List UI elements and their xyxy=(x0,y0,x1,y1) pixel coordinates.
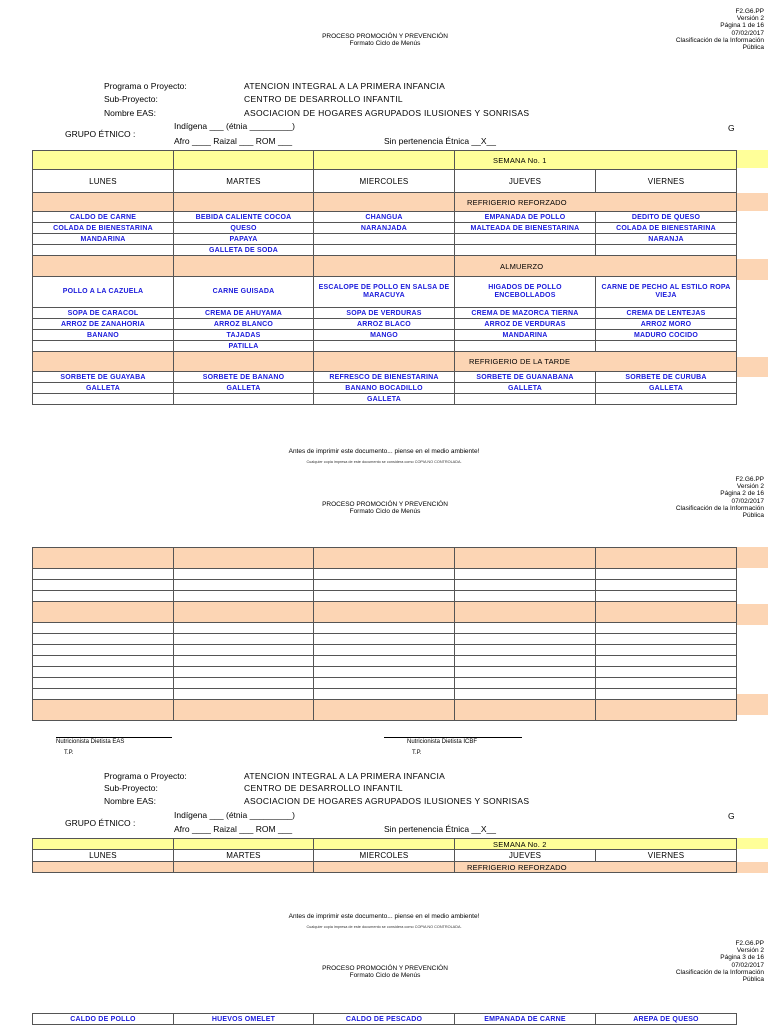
menu-cell: REFRESCO DE BIENESTARINA xyxy=(314,372,455,383)
eas-label: Nombre EAS: xyxy=(104,108,156,118)
day-header: LUNES xyxy=(33,850,174,862)
section-extension xyxy=(736,259,768,280)
blank-menu-table xyxy=(32,547,737,721)
subproject-label: Sub-Proyecto: xyxy=(104,783,158,793)
program-value: ATENCION INTEGRAL A LA PRIMERA INFANCIA xyxy=(244,771,446,781)
doc-classification-value: Pública xyxy=(742,44,764,52)
menu-cell: TAJADAS xyxy=(174,330,314,341)
ethnic-g: G xyxy=(728,123,735,133)
day-header: JUEVES xyxy=(455,850,596,862)
week-title-extension xyxy=(736,150,768,168)
menu-cell xyxy=(455,245,596,256)
ethnic-indigena: Indígena ___ (étnia _________) xyxy=(174,121,295,131)
process-name: PROCESO PROMOCIÓN Y PREVENCIÓN xyxy=(322,965,448,972)
menu-cell: SOPA DE VERDURAS xyxy=(314,308,455,319)
ethnic-afro: Afro ____ Raizal ___ ROM ___ xyxy=(174,136,293,146)
menu-cell: NARANJA xyxy=(596,234,737,245)
menu-cell: AREPA DE QUESO xyxy=(596,1014,737,1025)
doc-classification: Clasificación de la Información xyxy=(675,968,764,976)
section-extension xyxy=(736,862,768,873)
menu-cell: SORBETE DE BANANO xyxy=(174,372,314,383)
eas-value: ASOCIACION DE HOGARES AGRUPADOS ILUSIONES Y SONRISAS xyxy=(244,108,530,118)
doc-header-page3 xyxy=(676,940,764,983)
program-info-page1 xyxy=(104,81,704,121)
ethnic-group-label: GRUPO ÉTNICO : xyxy=(65,129,136,139)
menu-cell: PATILLA xyxy=(174,341,314,352)
menu-cell xyxy=(33,394,174,405)
program-label: Programa o Proyecto: xyxy=(104,771,187,781)
section-extension xyxy=(736,604,768,625)
doc-page-number: Página 1 de 16 xyxy=(720,22,764,30)
doc-classification: Clasificación de la Información xyxy=(675,36,764,44)
doc-date: 07/02/2017 xyxy=(731,29,764,37)
menu-cell xyxy=(33,341,174,352)
signature-label-icbf: Nutricionista Dietista ICBF xyxy=(407,739,478,745)
section-extension xyxy=(736,357,768,377)
environment-notice: Antes de imprimir este documento... piense en el medio ambiente! xyxy=(288,448,480,455)
doc-classification-value: Pública xyxy=(742,976,764,984)
menu-cell: MANGO xyxy=(314,330,455,341)
format-name: Formato Ciclo de Menús xyxy=(349,40,421,48)
signature-tp-icbf: T.P. xyxy=(412,750,422,756)
section-extension xyxy=(736,547,768,568)
ethnic-afro: Afro ____ Raizal ___ ROM ___ xyxy=(174,824,293,834)
menu-cell xyxy=(596,245,737,256)
menu-cell: MADURO COCIDO xyxy=(596,330,737,341)
menu-cell: QUESO xyxy=(174,223,314,234)
menu-cell xyxy=(455,341,596,352)
menu-cell: GALLETA xyxy=(314,394,455,405)
menu-cell: MALTEADA DE BIENESTARINA xyxy=(455,223,596,234)
subproject-label: Sub-Proyecto: xyxy=(104,94,158,104)
week1-title: SEMANA No. 1 xyxy=(455,151,737,170)
ethnic-group-label: GRUPO ÉTNICO : xyxy=(65,818,136,828)
program-value: ATENCION INTEGRAL A LA PRIMERA INFANCIA xyxy=(244,81,446,91)
week1-menu-table xyxy=(32,150,737,405)
menu-cell xyxy=(596,341,737,352)
menu-cell: CARNE DE PECHO AL ESTILO ROPA VIEJA xyxy=(596,277,737,308)
day-header: MIERCOLES xyxy=(314,170,455,193)
eas-value: ASOCIACION DE HOGARES AGRUPADOS ILUSIONES Y SONRISAS xyxy=(244,796,530,806)
menu-cell: EMPANADA DE POLLO xyxy=(455,212,596,223)
menu-cell: GALLETA xyxy=(33,383,174,394)
process-name: PROCESO PROMOCIÓN Y PREVENCIÓN xyxy=(322,33,448,40)
menu-cell: ARROZ DE VERDURAS xyxy=(455,319,596,330)
day-header: JUEVES xyxy=(455,170,596,193)
doc-header-page2 xyxy=(676,476,764,519)
menu-cell: GALLETA DE SODA xyxy=(174,245,314,256)
menu-cell: SORBETE DE CURUBA xyxy=(596,372,737,383)
menu-cell: GALLETA xyxy=(596,383,737,394)
menu-cell: HIGADOS DE POLLO ENCEBOLLADOS xyxy=(455,277,596,308)
menu-cell: ARROZ MORO xyxy=(596,319,737,330)
menu-cell: BANANO BOCADILLO xyxy=(314,383,455,394)
week2-menu-table xyxy=(32,838,737,873)
doc-page-number: Página 2 de 16 xyxy=(720,490,764,498)
menu-cell: SOPA DE CARACOL xyxy=(33,308,174,319)
menu-cell: SORBETE DE GUAYABA xyxy=(33,372,174,383)
menu-cell: CARNE GUISADA xyxy=(174,277,314,308)
menu-cell: BANANO xyxy=(33,330,174,341)
menu-cell: ARROZ DE ZANAHORIA xyxy=(33,319,174,330)
process-name: PROCESO PROMOCIÓN Y PREVENCIÓN xyxy=(322,501,448,508)
process-title-page3 xyxy=(300,965,470,979)
menu-cell: COLADA DE BIENESTARINA xyxy=(33,223,174,234)
menu-cell: ARROZ BLANCO xyxy=(174,319,314,330)
format-name: Formato Ciclo de Menús xyxy=(349,508,421,516)
week2-refrigerio-title: REFRIGERIO REFORZADO xyxy=(455,862,737,873)
menu-cell: ARROZ BLACO xyxy=(314,319,455,330)
menu-cell: GALLETA xyxy=(174,383,314,394)
menu-cell xyxy=(314,245,455,256)
menu-cell: POLLO A LA CAZUELA xyxy=(33,277,174,308)
program-label: Programa o Proyecto: xyxy=(104,81,187,91)
almuerzo-title: ALMUERZO xyxy=(455,256,737,277)
day-header: MIERCOLES xyxy=(314,850,455,862)
menu-cell xyxy=(33,245,174,256)
menu-cell: CREMA DE MAZORCA TIERNA xyxy=(455,308,596,319)
ethnic-sin-pertenencia: Sin pertenencia Étnica __X__ xyxy=(384,824,496,834)
section-extension xyxy=(736,694,768,715)
menu-cell: CREMA DE AHUYAMA xyxy=(174,308,314,319)
menu-cell xyxy=(455,394,596,405)
doc-classification-value: Pública xyxy=(742,512,764,520)
signature-line-icbf xyxy=(384,737,522,738)
doc-classification: Clasificación de la Información xyxy=(675,504,764,512)
day-header: MARTES xyxy=(174,170,314,193)
subproject-value: CENTRO DE DESARROLLO INFANTIL xyxy=(244,94,403,104)
environment-notice: Antes de imprimir este documento... piense en el medio ambiente! xyxy=(288,913,480,920)
menu-cell: ESCALOPE DE POLLO EN SALSA DE MARACUYA xyxy=(314,277,455,308)
ethnic-sin-pertenencia: Sin pertenencia Étnica __X__ xyxy=(384,136,496,146)
doc-version: Versión 2 xyxy=(736,483,764,491)
doc-version: Versión 2 xyxy=(736,15,764,23)
doc-page-number: Página 3 de 16 xyxy=(720,954,764,962)
menu-cell: CALDO DE CARNE xyxy=(33,212,174,223)
ethnic-indigena: Indígena ___ (étnia _________) xyxy=(174,810,295,820)
menu-cell: GALLETA xyxy=(455,383,596,394)
doc-header-page1 xyxy=(676,8,764,51)
menu-cell: PAPAYA xyxy=(174,234,314,245)
eas-label: Nombre EAS: xyxy=(104,796,156,806)
signature-line-eas xyxy=(56,737,172,738)
menu-cell: DEDITO DE QUESO xyxy=(596,212,737,223)
doc-code: F2.G6.PP xyxy=(735,8,764,15)
day-header: VIERNES xyxy=(596,170,737,193)
week2-food-table xyxy=(32,1013,737,1025)
menu-cell: COLADA DE BIENESTARINA xyxy=(596,223,737,234)
menu-cell: EMPANADA DE CARNE xyxy=(455,1014,596,1025)
menu-cell: CHANGUA xyxy=(314,212,455,223)
process-title-page1 xyxy=(300,33,470,47)
menu-cell: BEBIDA CALIENTE COCOA xyxy=(174,212,314,223)
refrigerio-tarde-title: REFRIGERIO DE LA TARDE xyxy=(455,352,737,372)
ethnic-g: G xyxy=(728,811,735,821)
doc-code: F2.G6.PP xyxy=(735,940,764,947)
menu-cell xyxy=(174,394,314,405)
menu-cell: NARANJADA xyxy=(314,223,455,234)
copy-notice: Cualquier copia impresa de este documento se considera como COPIA NO CONTROLADA. xyxy=(306,460,462,464)
menu-cell xyxy=(314,234,455,245)
day-header: LUNES xyxy=(33,170,174,193)
menu-cell: SORBETE DE GUANABANA xyxy=(455,372,596,383)
week2-title: SEMANA No. 2 xyxy=(455,839,737,850)
refrigerio-reforzado-title: REFRIGERIO REFORZADO xyxy=(455,193,737,212)
menu-cell: HUEVOS OMELET xyxy=(174,1014,314,1025)
doc-code: F2.G6.PP xyxy=(735,476,764,483)
menu-cell: CALDO DE POLLO xyxy=(33,1014,174,1025)
menu-cell xyxy=(314,341,455,352)
format-name: Formato Ciclo de Menús xyxy=(349,972,421,980)
menu-cell: MANDARINA xyxy=(33,234,174,245)
copy-notice: Cualquier copia impresa de este documento se considera como COPIA NO CONTROLADA. xyxy=(306,925,462,929)
signature-tp-eas: T.P. xyxy=(64,750,74,756)
doc-version: Versión 2 xyxy=(736,947,764,955)
doc-date: 07/02/2017 xyxy=(731,497,764,505)
day-header: MARTES xyxy=(174,850,314,862)
subproject-value: CENTRO DE DESARROLLO INFANTIL xyxy=(244,783,403,793)
day-header: VIERNES xyxy=(596,850,737,862)
doc-date: 07/02/2017 xyxy=(731,961,764,969)
menu-cell: MANDARINA xyxy=(455,330,596,341)
menu-cell: CALDO DE PESCADO xyxy=(314,1014,455,1025)
program-info-page2 xyxy=(104,771,704,811)
signature-label-eas: Nutricionista Dietista EAS xyxy=(56,739,125,745)
menu-cell: CREMA DE LENTEJAS xyxy=(596,308,737,319)
menu-cell xyxy=(455,234,596,245)
process-title-page2 xyxy=(300,501,470,515)
section-extension xyxy=(736,193,768,211)
week-title-extension xyxy=(736,838,768,849)
menu-cell xyxy=(596,394,737,405)
